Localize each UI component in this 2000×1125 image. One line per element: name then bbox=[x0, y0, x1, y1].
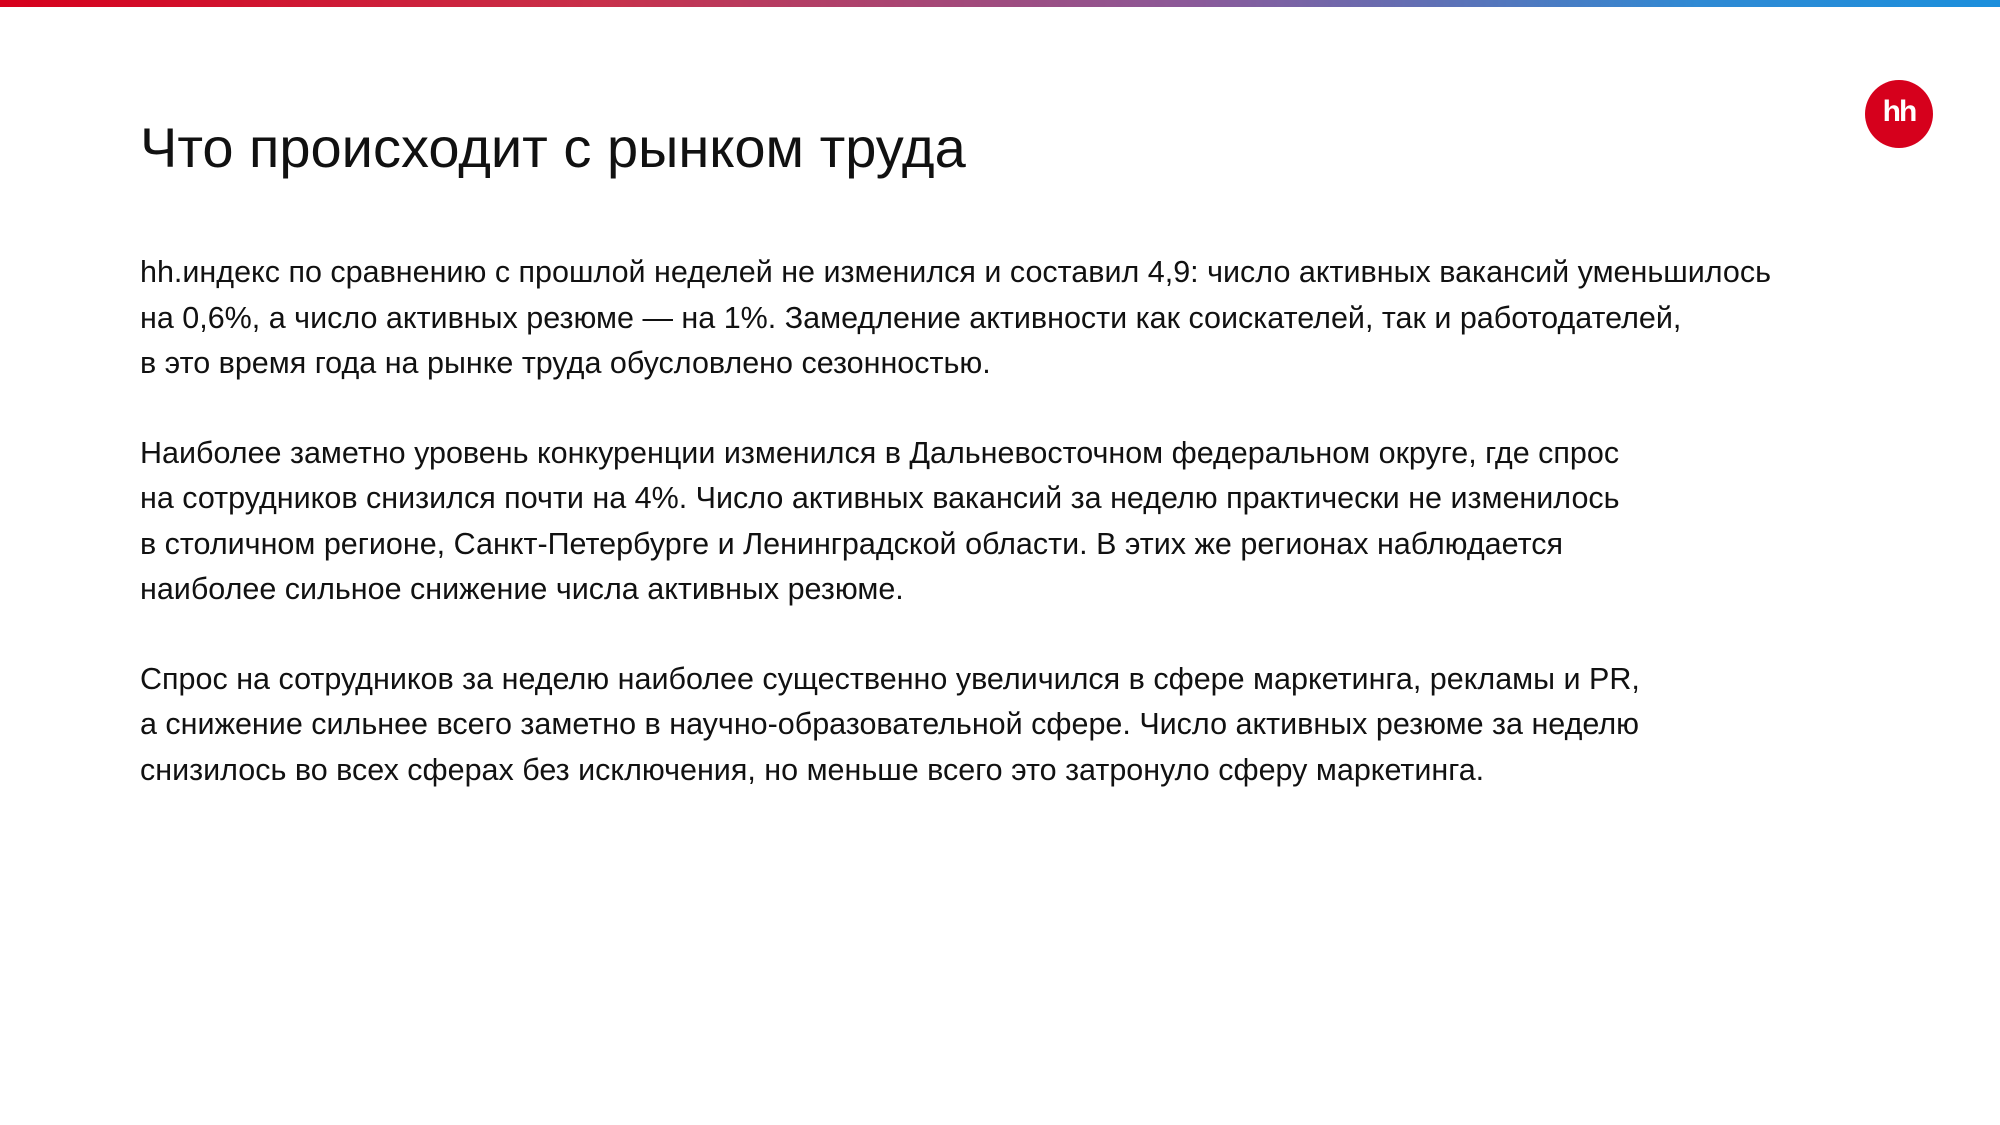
text-line: hh.индекс по сравнению с прошлой неделей не изменился и составил 4,9: число активных вакансий уменьшилось bbox=[140, 255, 1771, 289]
text-line: снизилось во всех сферах без исключения, но меньше всего это затронуло сферу маркетинга. bbox=[140, 752, 1485, 787]
text-line: в столичном регионе, Санкт-Петербурге и Ленинградской области. В этих же регионах наблюдается bbox=[140, 526, 1563, 561]
paragraph-regions bbox=[140, 431, 1900, 613]
text-line: в это время года на рынке труда обусловлено сезонностью. bbox=[140, 346, 991, 380]
text-line: на сотрудников снизился почти на 4%. Число активных вакансий за неделю практически не изменилось bbox=[140, 481, 1620, 515]
text-line: наиболее сильное снижение числа активных резюме. bbox=[140, 572, 904, 606]
paragraph-industries bbox=[140, 657, 1900, 794]
text-line: Спрос на сотрудников за неделю наиболее существенно увеличился в сфере маркетинга, рекламы и PR, bbox=[140, 661, 1640, 696]
text-line: на 0,6%, а число активных резюме — на 1%. Замедление активности как соискателей, так и работодателей, bbox=[140, 300, 1682, 335]
page-title: Что происходит с рынком труда bbox=[140, 116, 966, 179]
text-line: Наиболее заметно уровень конкуренции изменился в Дальневосточном федеральном округе, где спрос bbox=[140, 435, 1620, 470]
hh-logo bbox=[1865, 80, 1933, 148]
paragraph-hh-index bbox=[140, 250, 1900, 387]
top-gradient-bar bbox=[0, 0, 2000, 7]
text-line: а снижение сильнее всего заметно в научно-образовательной сфере. Число активных резюме за неделю bbox=[140, 707, 1640, 741]
hh-logo-text: hh bbox=[1882, 95, 1916, 128]
slide-body bbox=[140, 250, 1900, 837]
